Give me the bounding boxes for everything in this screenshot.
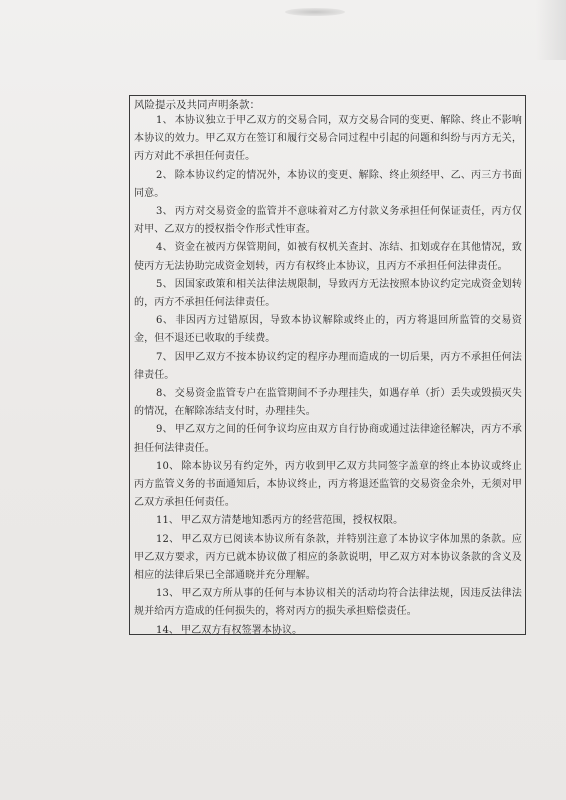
clause-5 <box>134 276 522 312</box>
clause-6 <box>134 312 522 348</box>
clause-10 <box>134 458 522 513</box>
clause-3 <box>134 203 522 239</box>
clause-number: 2、 <box>156 169 173 181</box>
clause-text: 非因丙方过错原因，导致本协议解除或终止的，丙方将退回所监管的交易资金，但不退还已收取的手续费。 <box>134 315 522 345</box>
clause-text: 甲乙双方之间的任何争议均应由双方自行协商或通过法律途径解决，丙方不承担任何法律责任。 <box>134 424 522 454</box>
clause-number: 9、 <box>156 424 173 436</box>
clause-text: 除本协议约定的情况外，本协议的变更、解除、终止须经甲、乙、丙三方书面同意。 <box>134 169 522 199</box>
clause-11 <box>134 512 522 530</box>
clause-list <box>134 112 522 635</box>
clause-number: 6、 <box>156 315 174 327</box>
section-heading: 风险提示及共同声明条款： <box>134 99 260 111</box>
clause-text: 因甲乙双方不按本协议约定的程序办理而造成的一切后果，丙方不承担任何法律责任。 <box>134 351 522 381</box>
clause-1 <box>134 112 522 167</box>
clause-number: 4、 <box>156 242 173 254</box>
clause-9 <box>134 421 522 457</box>
clause-number: 14、 <box>156 624 180 635</box>
scan-smudge <box>285 8 345 16</box>
clause-number: 1、 <box>156 115 173 126</box>
clause-number: 5、 <box>156 278 173 290</box>
clause-text: 丙方对交易资金的监管并不意味着对乙方付款义务承担任何保证责任，丙方仅对甲、乙双方的授权指令作形式性审查。 <box>134 206 522 236</box>
clause-number: 11、 <box>156 515 180 527</box>
clause-text: 本协议独立于甲乙双方的交易合同，双方交易合同的变更、解除、终止不影响本协议的效力。甲乙双方在签订和履行交易合同过程中引起的问题和纠纷与丙方无关，丙方对此不承担任何责任。 <box>134 115 522 163</box>
clause-number: 10、 <box>156 460 180 472</box>
clause-text: 交易资金监管专户在监管期间不予办理挂失，如遇存单（折）丢失或毁损灭失的情况，在解除冻结支付时，办理挂失。 <box>134 388 522 418</box>
clause-text: 除本协议另有约定外，丙方收到甲乙双方共同签字盖章的终止本协议或终止丙方监管义务的书面通知后，本协议终止，丙方将退还监管的交易资金余外，无须对甲乙双方承担任何责任。 <box>134 460 522 509</box>
clause-text: 因国家政策和相关法律法规限制，导致丙方无法按照本协议约定完成资金划转的，丙方不承担任何法律责任。 <box>134 278 522 309</box>
clause-text: 甲乙双方清楚地知悉丙方的经营范围，授权权限。 <box>181 515 404 527</box>
clause-13 <box>134 585 522 621</box>
clause-text: 资金在被丙方保管期间，如被有权机关查封、冻结、扣划或存在其他情况，致使丙方无法协助完成资金划转，丙方有权终止本协议，且丙方不承担任何法律责任。 <box>134 242 522 272</box>
clause-text: 甲乙双方已阅读本协议所有条款，并特别注意了本协议字体加黑的条款。应甲乙双方要求，丙方已就本协议做了相应的条款说明，甲乙双方对本协议条款的含义及相应的法律后果已全部通晓并充分理解。 <box>134 533 522 582</box>
clause-box <box>129 95 526 635</box>
clause-number: 8、 <box>156 388 173 400</box>
clause-number: 3、 <box>156 206 173 218</box>
clause-text: 甲乙双方所从事的任何与本协议相关的活动均符合法律法规，因违反法律法规并给丙方造成的任何损失的，将对丙方的损失承担赔偿责任。 <box>134 588 522 618</box>
clause-2 <box>134 167 522 203</box>
clause-8 <box>134 385 522 421</box>
clause-12 <box>134 531 522 586</box>
clause-14 <box>134 622 522 635</box>
clause-4 <box>134 239 522 275</box>
clause-number: 12、 <box>156 533 180 545</box>
clause-text: 甲乙双方有权签署本协议。 <box>181 624 303 635</box>
scan-edge-shadow <box>536 0 566 60</box>
clause-number: 7、 <box>156 351 173 363</box>
clause-7 <box>134 349 522 385</box>
clause-number: 13、 <box>156 588 180 600</box>
